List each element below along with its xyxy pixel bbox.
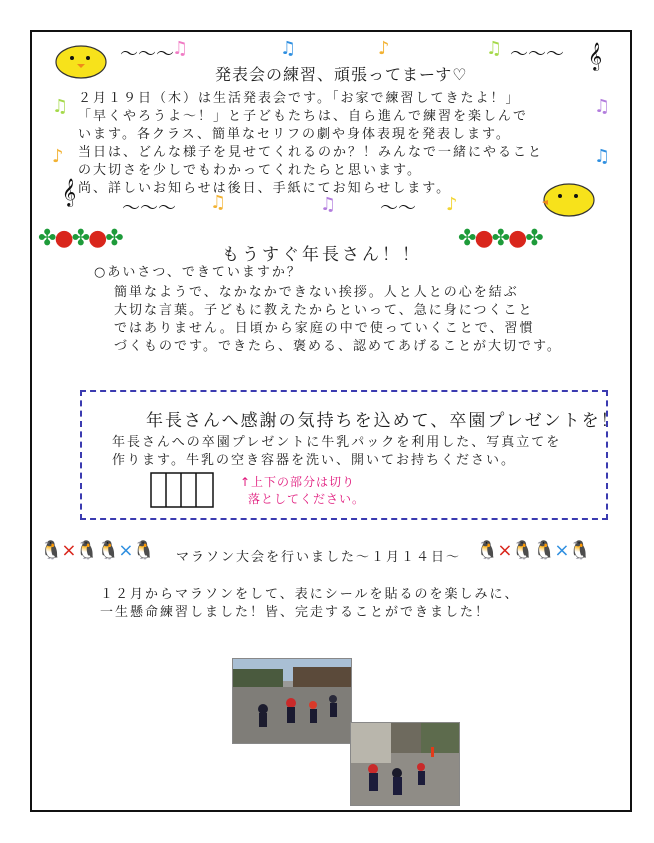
music-note-icon: ♫ [594,96,611,117]
ladybug-icon: ● [474,226,492,251]
penguin-icon: 🐧 [476,540,498,561]
clover-icon: ✤ [105,226,122,251]
clover-icon: ✤ [525,226,542,251]
music-note-icon: 〜〜〜 [510,44,564,65]
penguin-icon: 🐧 [96,540,119,561]
music-note-icon: 〜〜〜 [122,198,176,219]
music-note-icon: 〜〜 [380,198,416,219]
text-line: 年長さんへの卒園プレゼントに牛乳パックを利用した、写真立てを [112,435,562,450]
text-line: ↑上下の部分は切り [240,475,356,489]
penguin-border-right: 🐧×🐧🐧×🐧 [476,540,590,561]
treble-clef-icon: 𝄞 [62,178,77,206]
text-line: ２月１９日（木）は生活発表会です。「お家で練習してきたよ！」 [78,91,521,106]
presentation-body [78,90,598,198]
marathon-photo-2 [350,722,460,806]
text-line: 作ります。牛乳の空き容器を洗い、開いてお持ちください。 [112,453,516,468]
clover-icon: ✤ [458,226,475,251]
ladybug-icon: ● [54,226,72,251]
music-note-icon: ♫ [210,192,227,213]
penguin-icon: 🐧 [511,540,533,561]
section-title-marathon: マラソン大会を行いました～１月１４日～ [176,550,462,565]
text-line: の大切さを少しでもわかってくれたらと思います。 [78,163,422,178]
text-line: ではありません。日頃から家庭の中で使っていくことで、習慣 [114,321,535,336]
music-note-icon: ♪ [52,146,64,167]
music-note-icon: ♫ [594,146,611,167]
treble-clef-icon: 𝄞 [588,42,603,70]
text-line: います。各クラス、簡単なセリフの劇や身体表現を発表します。 [78,127,511,142]
section-title-presentation: 発表会の練習、頑張ってまーす♡ [215,65,468,84]
text-line: 落としてください。 [248,492,366,506]
penguin-border-left: 🐧×🐧🐧×🐧 [40,540,154,561]
milk-carton-icon [150,472,214,508]
text-line: 簡単なようで、なかなかできない挨拶。人と人との心を結ぶ [114,285,519,300]
penguin-icon: 🐧 [568,540,590,561]
section-title-nenchou: もうすぐ年長さん！！ [222,245,422,265]
clover-ladybug-border-right [458,226,542,251]
music-note-icon: ♫ [320,194,337,215]
music-note-icon: ♫ [172,38,189,59]
penguin-icon: 🐧 [132,540,154,561]
clover-icon: ✤ [38,226,55,251]
music-note-icon: ♪ [378,38,390,59]
cut-note [240,474,365,508]
penguin-icon: 🐧 [75,540,97,561]
clover-ladybug-border-left [38,226,122,251]
text-line: 尚、詳しいお知らせは後日、手紙にてお知らせします。 [78,181,452,196]
ladybug-icon: ● [88,226,106,251]
music-note-icon: ♫ [52,96,69,117]
text-line: 当日は、どんな様子を見せてくれるのか？！みんなで一緒にやること [78,145,544,160]
chick-icon [52,40,110,80]
text-line: 大切な言葉。子どもに教えたからといって、急に身につくこと [114,303,534,318]
music-note-icon: 〜〜〜 [120,44,174,65]
clover-icon: ✤ [71,226,89,251]
music-note-icon: ♫ [280,38,297,59]
section-title-present: 年長さんへ感謝の気持ちを込めて、卒園プレゼントを！ [146,411,620,431]
music-note-icon: ♪ [446,194,458,215]
greeting-body [114,284,614,356]
clover-icon: ✤ [491,226,509,251]
text-line: １２月からマラソンをして、表にシールを貼るのを楽しみに、 [100,587,520,602]
music-note-icon: ♫ [486,38,503,59]
marathon-photo-1 [232,658,352,744]
greeting-bullet: ○あいさつ、できていますか？ [94,265,302,280]
text-line: づくものです。できたら、褒める、認めてあげることが大切です。 [114,339,562,354]
penguin-icon: 🐧 [532,540,555,561]
marathon-body [100,586,600,622]
present-body [112,434,602,470]
penguin-icon: 🐧 [40,540,62,561]
ladybug-icon: ● [508,226,526,251]
text-line: 「早くやろうよ～！」と子どもたちは、自ら進んで練習を楽しんで [78,109,529,124]
text-line: 一生懸命練習しました！皆、完走することができました！ [100,605,491,620]
